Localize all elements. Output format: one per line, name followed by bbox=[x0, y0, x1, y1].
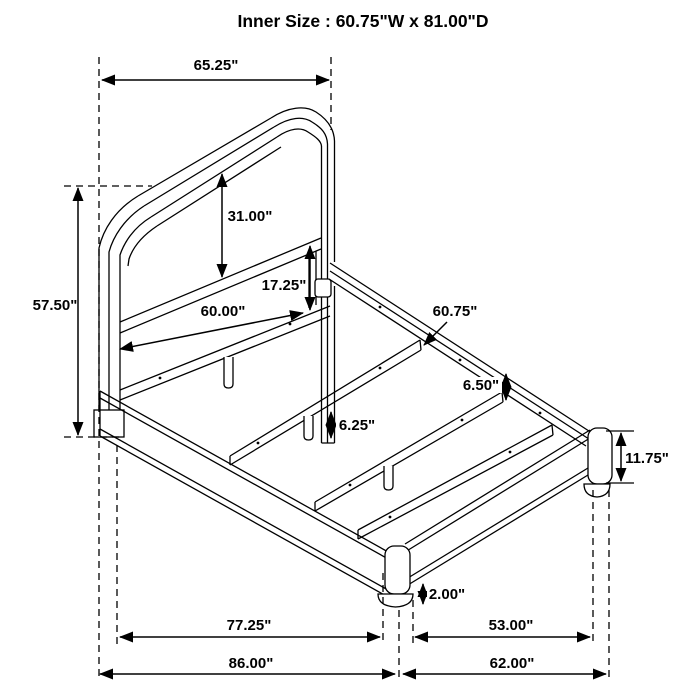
headboard-inner-width-label: 60.00" bbox=[200, 303, 246, 320]
headboard-height-label: 57.50" bbox=[32, 297, 78, 314]
footboard-overall-width-label: 62.00" bbox=[489, 655, 535, 672]
floor-to-panel-label: 17.25" bbox=[261, 277, 307, 294]
side-rail-height-label: 11.75" bbox=[625, 450, 669, 467]
rail-slat-gap-label: 6.50" bbox=[462, 377, 500, 394]
slat-1 bbox=[230, 340, 421, 465]
center-leg-1 bbox=[224, 357, 233, 388]
panel-height-label: 31.00" bbox=[227, 208, 273, 225]
overall-length-label: 86.00" bbox=[228, 655, 274, 672]
headboard bbox=[94, 108, 335, 443]
center-leg-3 bbox=[384, 466, 393, 490]
rail-bracket bbox=[315, 279, 331, 297]
footboard-rail bbox=[403, 430, 590, 588]
right-foot bbox=[584, 484, 610, 497]
center-leg-2 bbox=[304, 416, 313, 440]
headboard-width-label: 65.25" bbox=[193, 57, 239, 74]
screw-holes bbox=[159, 306, 542, 519]
label-masks bbox=[198, 206, 502, 602]
rail-inner-length-label: 77.25" bbox=[226, 617, 272, 634]
dimension-annotations bbox=[33, 11, 669, 681]
footboard-inner-width-label: 53.00" bbox=[488, 617, 534, 634]
inner-size-title: Inner Size : 60.75"W x 81.00"D bbox=[237, 11, 489, 31]
right-corner-post bbox=[588, 428, 612, 484]
extension-lines bbox=[64, 57, 634, 681]
front-corner-post bbox=[385, 546, 410, 594]
slat-length-label: 60.75" bbox=[432, 303, 478, 320]
bed-drawing bbox=[94, 108, 612, 607]
slat-2 bbox=[315, 392, 503, 511]
foot-height-label: 2.00" bbox=[428, 586, 466, 603]
slat-leg-height-label: 6.25" bbox=[338, 417, 376, 434]
